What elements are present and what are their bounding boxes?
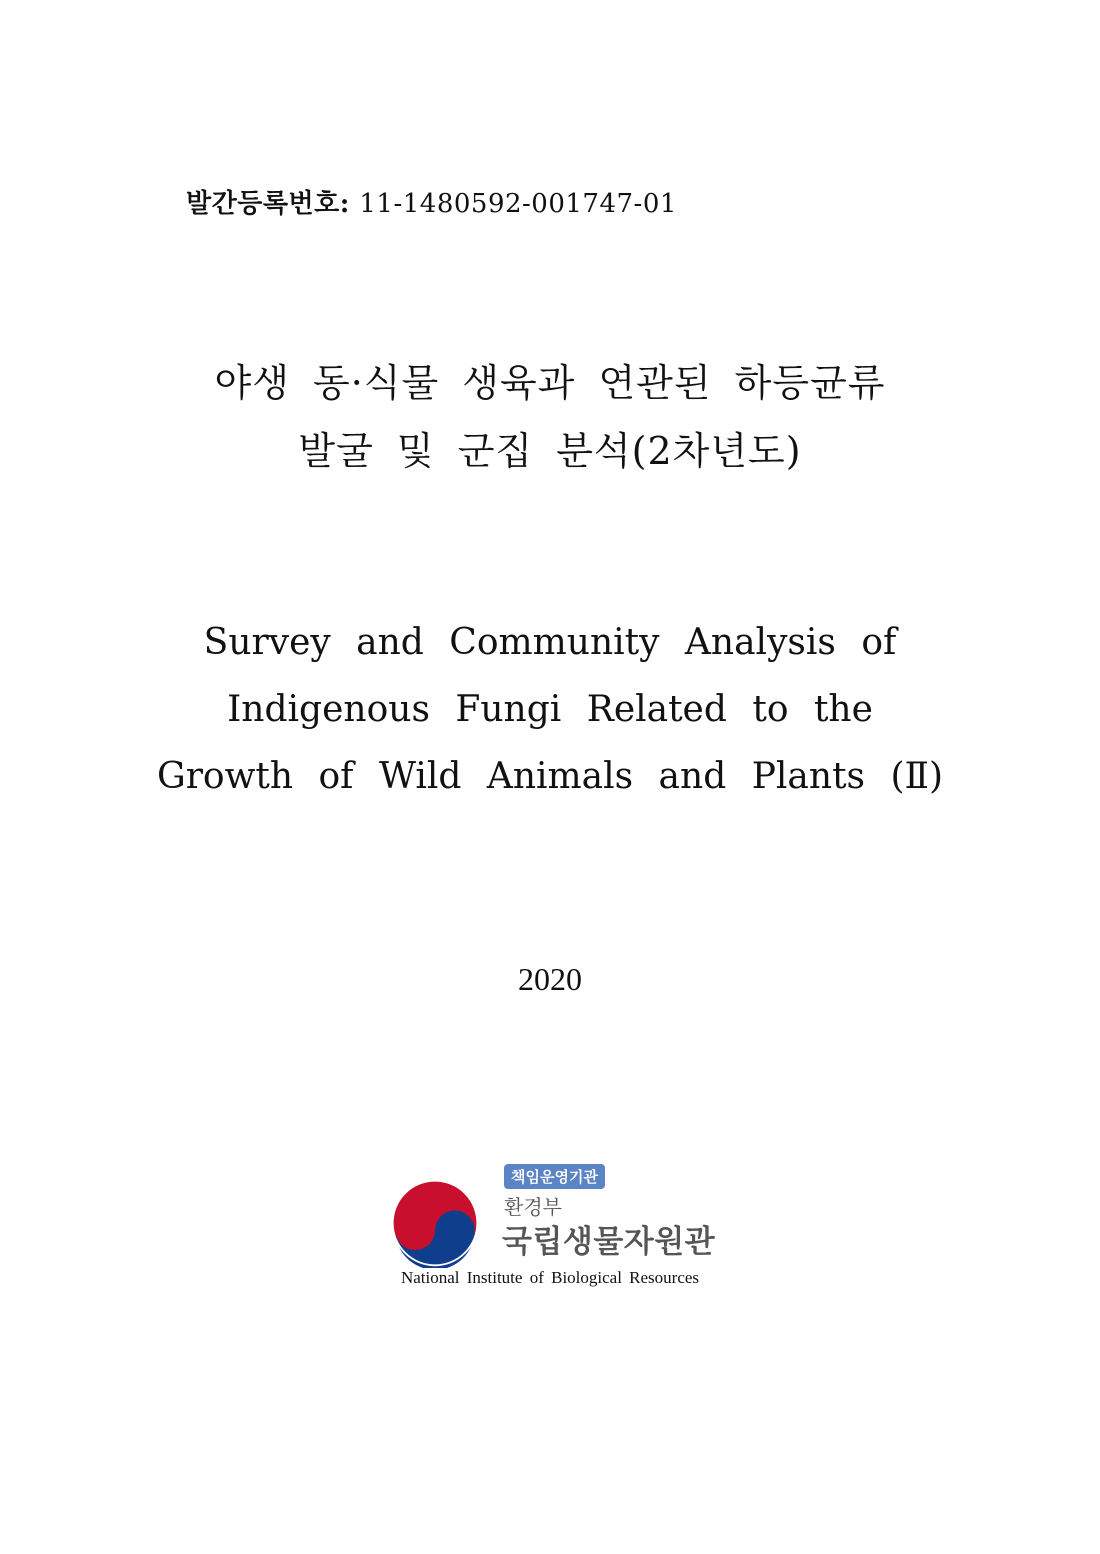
registration-number <box>186 183 677 220</box>
registration-value: 11-1480592-001747-01 <box>359 189 677 219</box>
agency-type-badge: 책임운영기관 <box>504 1164 605 1189</box>
english-title-line-2: Indigenous Fungi Related to the <box>227 689 873 730</box>
publication-year: 2020 <box>518 961 582 997</box>
english-title-line-1: Survey and Community Analysis of <box>203 622 897 663</box>
institute-name-korean: 국립생물자원관 <box>502 1224 716 1260</box>
taegeuk-emblem-icon <box>390 1178 480 1268</box>
korean-title-line-1: 야생 동·식물 생육과 연관된 하등균류 <box>214 361 886 405</box>
registration-label: 발간등록번호: <box>186 189 350 219</box>
institute-name-english: National Institute of Biological Resources <box>400 1268 700 1287</box>
korean-title-line-2: 발굴 및 군집 분석(2차년도) <box>298 429 802 473</box>
english-title-line-3: Growth of Wild Animals and Plants (Ⅱ) <box>156 756 944 797</box>
ministry-name: 환경부 <box>504 1195 562 1219</box>
